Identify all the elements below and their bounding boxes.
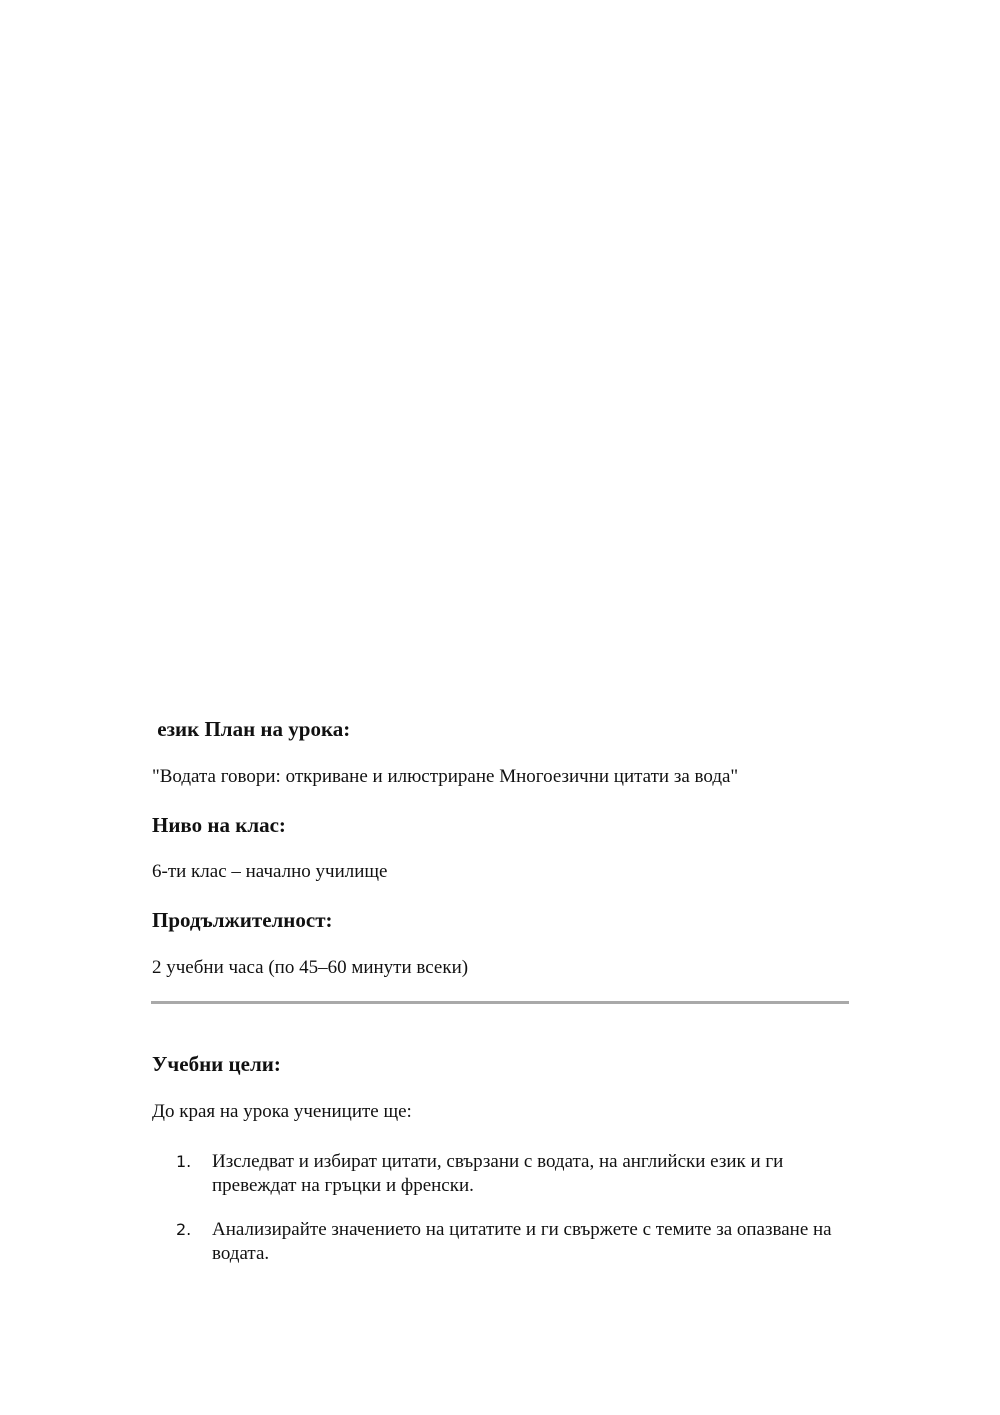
grade-heading-block xyxy=(152,812,852,838)
objectives-intro-block xyxy=(152,1100,852,1124)
lesson-title-block xyxy=(152,765,852,789)
list-item-number: 1. xyxy=(176,1152,192,1171)
duration-text-block xyxy=(152,956,852,980)
grade-text-block xyxy=(152,860,852,884)
horizontal-divider xyxy=(151,1001,849,1004)
grade-heading: Ниво на клас: xyxy=(152,813,286,837)
objectives-intro: До края на урока учениците ще: xyxy=(152,1101,412,1122)
objectives-heading: Учебни цели: xyxy=(152,1052,281,1076)
list-item-text: Изследват и избират цитати, свързани с водата, на английски език и ги превеждат на гръцки и френски. xyxy=(212,1151,784,1196)
lesson-plan-heading: език План на урока: xyxy=(152,717,351,741)
list-item-number: 2. xyxy=(176,1220,192,1239)
duration-text: 2 учебни часа (по 45–60 минути всеки) xyxy=(152,957,469,978)
duration-heading-block xyxy=(152,907,852,933)
objectives-heading-block xyxy=(152,1051,852,1077)
grade-text: 6-ти клас – начално училище xyxy=(152,861,388,882)
lesson-plan-heading-block xyxy=(152,716,852,742)
lesson-title: "Водата говори: откриване и илюстриране Многоезични цитати за вода" xyxy=(152,766,739,787)
duration-heading: Продължителност: xyxy=(152,908,333,932)
list-item-text: Анализирайте значението на цитатите и ги свържете с темите за опазване на водата. xyxy=(212,1219,832,1264)
